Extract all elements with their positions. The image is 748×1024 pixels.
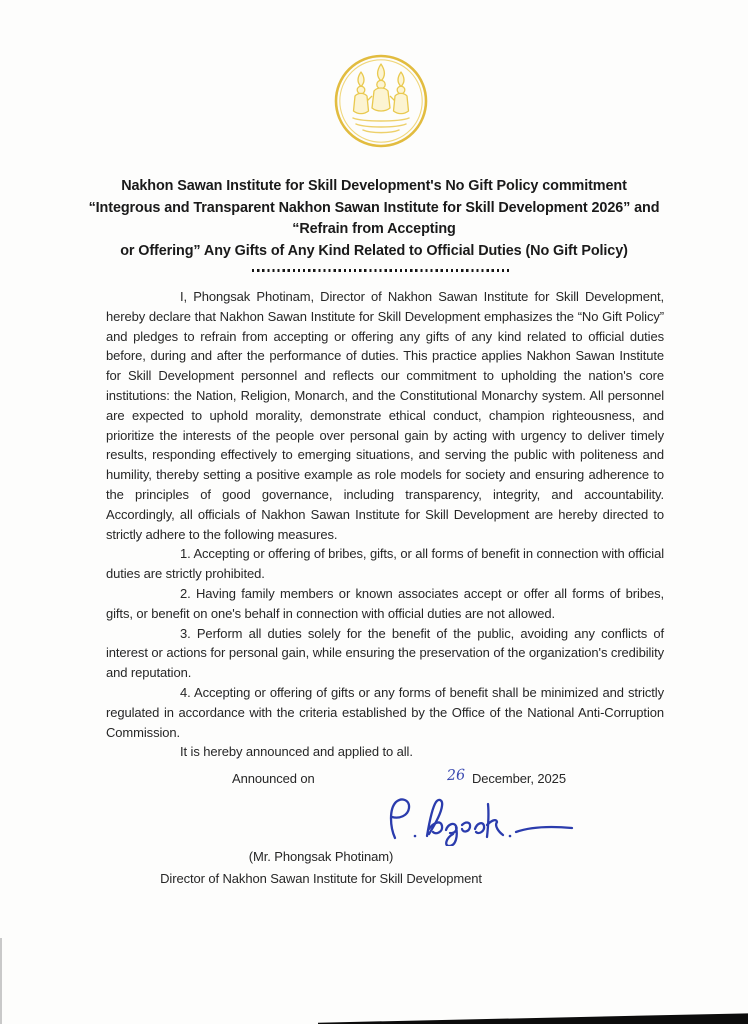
ministry-seal-icon bbox=[333, 50, 429, 152]
title-line-2: “Integrous and Transparent Nakhon Sawan Institute for Skill Development 2026” and bbox=[88, 199, 660, 216]
announcement-date-line bbox=[106, 769, 664, 790]
declaration-paragraph: I, Phongsak Photinam, Director of Nakhon Sawan Institute for Skill Development, hereby declare that Nakhon Sawan Institute for Skill Development emphasizes the “No Gift Policy” and pledges to refrain from accepting or offering any gifts of any kind related to official duties before, during and after the performance of duties. This practice applies Nakhon Sawan Institute for Skill Development personnel and reflects our commitment to upholding the nation's core institutions: the Nation, Religion, Monarch, and the Constitutional Monarchy system. All personnel are expected to uphold morality, demonstrate ethical conduct, champion righteousness, and prioritize the interests of the people over personal gain by acting with urgency to deliver timely results, responding effectively to emerging situations, and serving the public with politeness and humility, thereby setting a positive example as role models for society and ensuring adherence to the principles of good governance, including transparency, integrity, and accountability. Accordingly, all officials of Nakhon Sawan Institute for Skill Development are hereby directed to strictly adhere to the following measures. bbox=[106, 289, 664, 542]
document-title bbox=[0, 176, 748, 262]
signature-icon bbox=[382, 796, 578, 846]
signature-block bbox=[106, 796, 664, 889]
measure-item-1: 1. Accepting or offering of bribes, gifts, or all forms of benefit in connection with official duties are strictly prohibited. bbox=[106, 546, 664, 582]
announced-suffix: December, 2025 bbox=[471, 771, 566, 787]
handwritten-day: 26 bbox=[446, 767, 466, 785]
closing-statement: It is hereby announced and applied to all. bbox=[180, 744, 413, 760]
title-line-1: Nakhon Sawan Institute for Skill Development's No Gift Policy commitment bbox=[121, 178, 627, 194]
title-line-3: “Refrain from Accepting bbox=[292, 221, 456, 238]
measure-item-2: 2. Having family members or known associates accept or offer all forms of bribes, gifts, or benefit on one's behalf in connection with official duties are not allowed. bbox=[106, 585, 664, 621]
scan-edge-shadow bbox=[318, 1011, 748, 1024]
announced-prefix: Announced on bbox=[232, 771, 315, 787]
dotted-separator bbox=[252, 269, 510, 272]
measure-item-3: 3. Perform all duties solely for the benefit of the public, avoiding any conflicts of interest or actions for personal gain, while ensuring the preservation of the organization's credibility and reputation. bbox=[106, 625, 664, 681]
measure-item-4: 4. Accepting or offering of gifts or any forms of benefit shall be minimized and strictly regulated in accordance with the criteria established by the Office of the National Anti-Corruption Commission. bbox=[106, 684, 664, 740]
signatory-title: Director of Nakhon Sawan Institute for Skill Development bbox=[160, 870, 482, 886]
document-body bbox=[106, 287, 664, 889]
scan-left-edge-line bbox=[0, 938, 2, 1024]
signatory-name: (Mr. Phongsak Photinam) bbox=[248, 848, 394, 864]
title-line-4: or Offering” Any Gifts of Any Kind Related to Official Duties (No Gift Policy) bbox=[120, 242, 628, 259]
